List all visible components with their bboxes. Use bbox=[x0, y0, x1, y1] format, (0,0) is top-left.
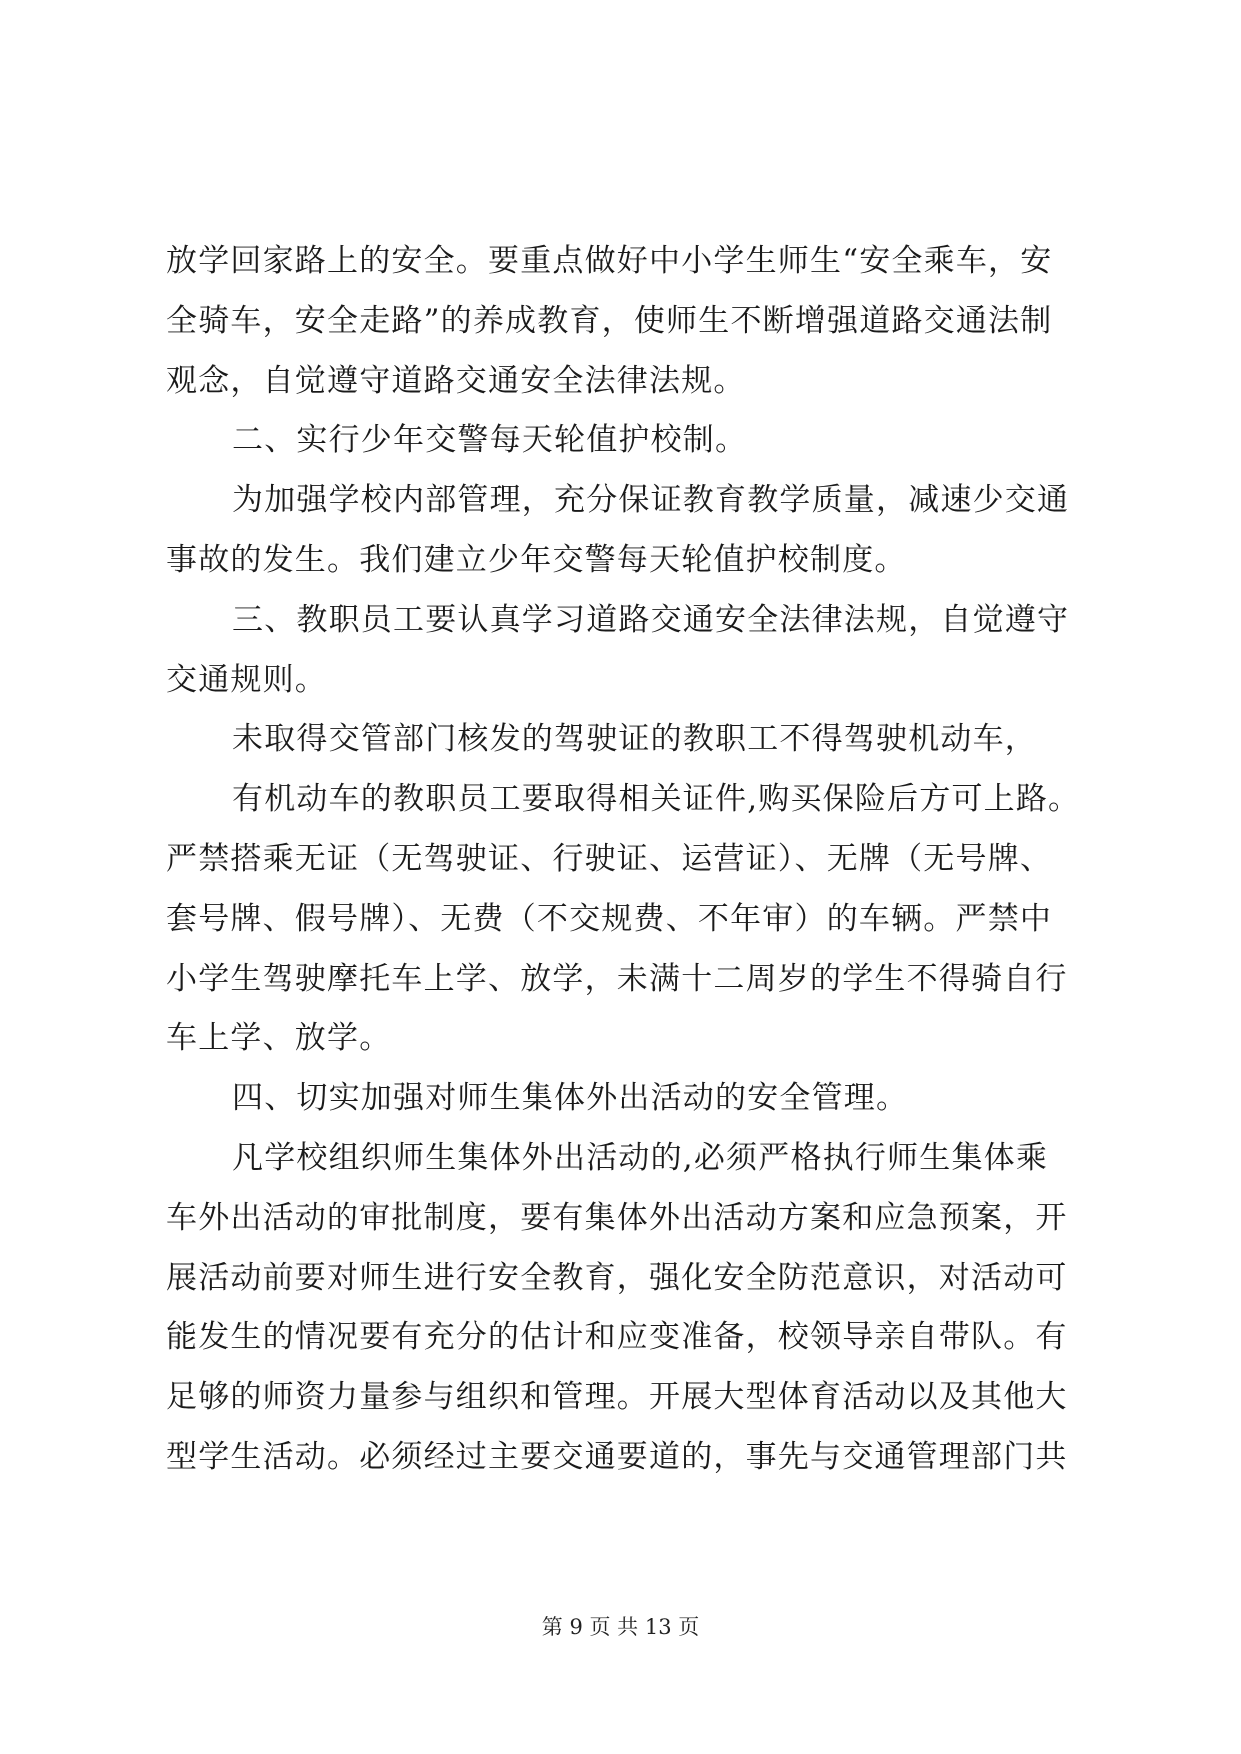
text-line: 全骑车，安全走路”的养成教育，使师生不断增强道路交通法制 bbox=[166, 302, 1053, 339]
text-line: 严禁搭乘无证（无驾驶证、行驶证、运营证）、无牌（无号牌、 bbox=[166, 840, 1053, 877]
text-line: 能发生的情况要有充分的估计和应变准备，校领导亲自带队。有 bbox=[166, 1319, 1068, 1356]
text-line: 小学生驾驶摩托车上学、放学，未满十二周岁的学生不得骑自行 bbox=[166, 960, 1068, 997]
text-line: 三、教职员工要认真学习道路交通安全法律法规，自觉遵守 bbox=[232, 601, 1070, 638]
text-line: 车上学、放学。 bbox=[166, 1020, 392, 1057]
text-line: 足够的师资力量参与组织和管理。开展大型体育活动以及其他大 bbox=[166, 1379, 1068, 1416]
text-line: 二、实行少年交警每天轮值护校制。 bbox=[232, 422, 748, 459]
text-line: 展活动前要对师生进行安全教育，强化安全防范意识，对活动可 bbox=[166, 1259, 1068, 1296]
text-line: 套号牌、假号牌）、无费（不交规费、不年审）的车辆。严禁中 bbox=[166, 900, 1053, 937]
document-body bbox=[166, 232, 1086, 1488]
text-line: 交通规则。 bbox=[166, 661, 327, 698]
text-line: 观念，自觉遵守道路交通安全法律法规。 bbox=[166, 362, 746, 399]
text-line: 为加强学校内部管理，充分保证教育教学质量，减速少交通 bbox=[232, 482, 1070, 519]
text-line: 事故的发生。我们建立少年交警每天轮值护校制度。 bbox=[166, 541, 907, 578]
page-number-footer: 第 9 页 共 13 页 bbox=[541, 1615, 700, 1639]
text-line: 凡学校组织师生集体外出活动的,必须严格执行师生集体乘 bbox=[232, 1139, 1049, 1176]
text-line: 车外出活动的审批制度，要有集体外出活动方案和应急预案，开 bbox=[166, 1199, 1068, 1236]
text-line: 四、切实加强对师生集体外出活动的安全管理。 bbox=[232, 1080, 909, 1117]
text-line: 未取得交管部门核发的驾驶证的教职工不得驾驶机动车， bbox=[232, 721, 1037, 758]
text-line: 有机动车的教职员工要取得相关证件,购买保险后方可上路。 bbox=[232, 781, 1081, 818]
text-line: 放学回家路上的安全。要重点做好中小学生师生“安全乘车，安 bbox=[166, 243, 1053, 279]
text-line: 型学生活动。必须经过主要交通要道的，事先与交通管理部门共 bbox=[166, 1438, 1068, 1475]
